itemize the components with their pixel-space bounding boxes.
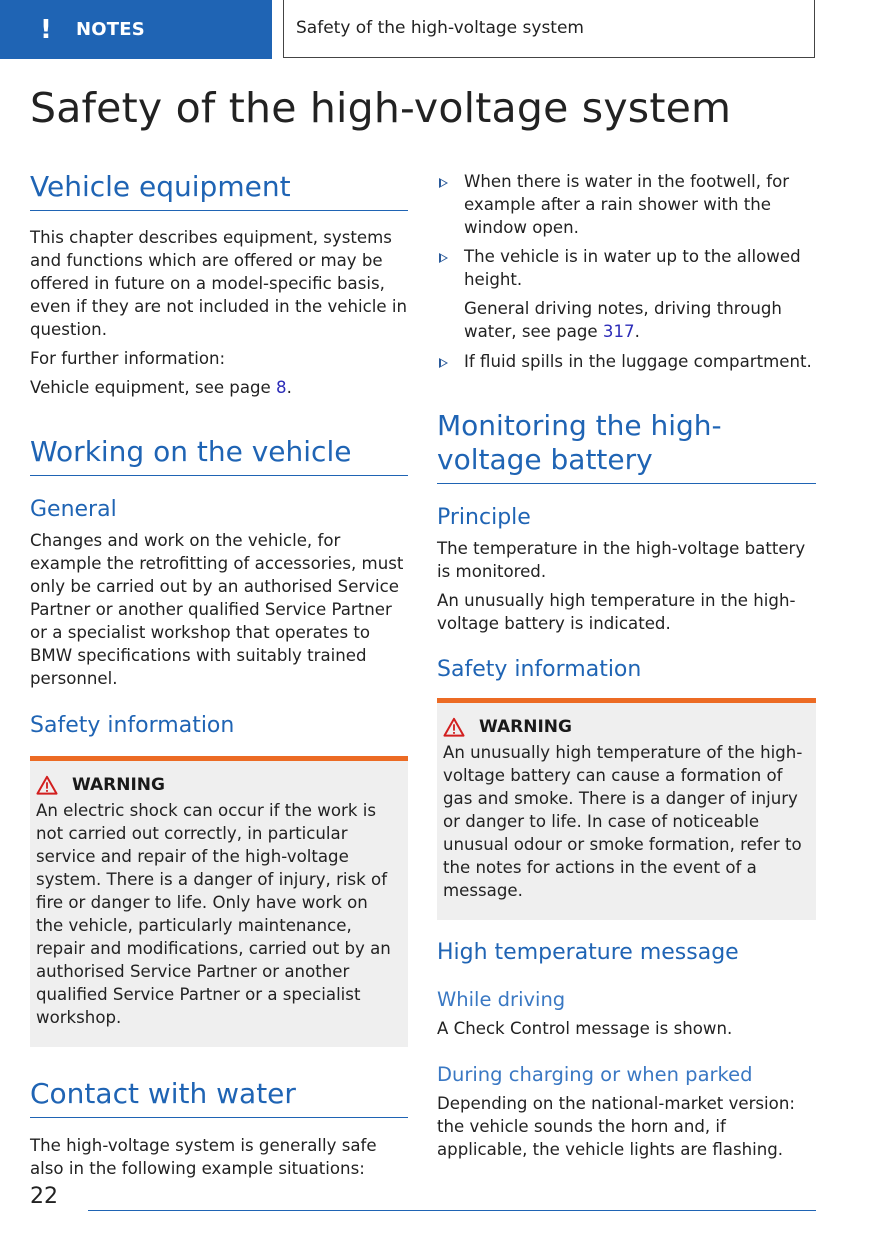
while-driving-heading: While driving bbox=[437, 988, 566, 1011]
contact-water-text: The high-voltage system is generally safe also in the following example situations: bbox=[30, 1136, 377, 1178]
principle-heading: Principle bbox=[437, 505, 531, 530]
vehicle-equipment-para: This chapter describes equipment, systems and functions which are offered or may be offered in future on a model-specific basis, even if they are not included in the vehicle in question. bbox=[30, 228, 407, 339]
warning-box bbox=[30, 756, 408, 1047]
bullet-arrow-icon bbox=[439, 178, 448, 188]
warning-text: An electric shock can occur if the work is not carried out correctly, in particular service and repair of the high-voltage system. There is a danger of injury, risk of fire or danger to life. Only have work on the vehicle, particularly maintenance, repair and modifications, carried out by an authorised Service Partner or another qualified Service Partner or a specialist workshop. bbox=[36, 801, 391, 1027]
bullet-arrow-icon bbox=[439, 253, 448, 263]
ref-suffix: . bbox=[286, 378, 292, 397]
warning-header bbox=[36, 775, 398, 795]
monitoring-heading: Monitoring the high-voltage battery bbox=[437, 409, 816, 484]
note-suffix: . bbox=[634, 322, 640, 341]
list-item bbox=[437, 350, 816, 373]
general-text: Changes and work on the vehicle, for example the retrofitting of accessories, must only be carried out by an authorised Service Partner or another qualified Service Partner or a specialist workshop that operates to BMW specifications with suitably trained personnel. bbox=[30, 531, 404, 688]
charging-heading: During charging or when parked bbox=[437, 1063, 753, 1086]
ref-text: Vehicle equipment, see page bbox=[30, 378, 277, 397]
page-link-8[interactable]: 8 bbox=[276, 378, 287, 397]
warning-triangle-icon bbox=[443, 717, 465, 737]
list-item bbox=[437, 245, 816, 343]
while-driving-text: A Check Control message is shown. bbox=[437, 1019, 733, 1038]
left-column bbox=[30, 170, 408, 1180]
header-tab-label: NOTES bbox=[76, 19, 145, 40]
page-title: Safety of the high-voltage system bbox=[30, 84, 732, 132]
warning-triangle-icon bbox=[36, 775, 58, 795]
warning-text: An unusually high temperature of the high-voltage battery can cause a formation of gas and smoke. There is a danger of injury or danger to life. In case of noticeable unusual odour or smoke formation, refer to the notes for actions in the event of a message. bbox=[443, 743, 803, 900]
charging-text: Depending on the national-market version: the vehicle sounds the horn and, if applicable, the vehicle lights are flashing. bbox=[437, 1094, 795, 1159]
breadcrumb: Safety of the high-voltage system bbox=[283, 0, 815, 58]
warning-header bbox=[443, 717, 806, 737]
further-info-text: For further information: bbox=[30, 349, 226, 368]
bullet-text: The vehicle is in water up to the allowed height. bbox=[464, 247, 801, 289]
page-link-317[interactable]: 317 bbox=[602, 322, 635, 341]
safety-info-heading: Safety information bbox=[437, 657, 642, 682]
working-heading: Working on the vehicle bbox=[30, 435, 408, 476]
vehicle-equipment-ref bbox=[30, 376, 408, 399]
page-number: 22 bbox=[30, 1184, 58, 1209]
warning-title: WARNING bbox=[72, 775, 165, 795]
principle-para-2: An unusually high temperature in the high-voltage battery is indicated. bbox=[437, 591, 796, 633]
note-text: General driving notes, driving through water, see page bbox=[464, 299, 782, 341]
list-item bbox=[437, 170, 816, 239]
contact-water-heading: Contact with water bbox=[30, 1077, 408, 1118]
safety-info-heading: Safety information bbox=[30, 713, 235, 738]
right-column bbox=[437, 170, 816, 1161]
bullet-text: If fluid spills in the luggage compartment. bbox=[464, 352, 812, 371]
general-heading: General bbox=[30, 497, 117, 522]
warning-box bbox=[437, 698, 816, 920]
high-temp-heading: High temperature message bbox=[437, 940, 739, 965]
header-tab bbox=[0, 0, 272, 59]
bullet-arrow-icon bbox=[439, 358, 448, 368]
bullet-note bbox=[464, 297, 816, 343]
bullet-text: When there is water in the footwell, for example after a rain shower with the window open. bbox=[464, 172, 790, 237]
exclamation-icon: ! bbox=[40, 14, 52, 45]
footer-divider bbox=[88, 1210, 816, 1211]
vehicle-equipment-heading: Vehicle equipment bbox=[30, 170, 408, 211]
warning-title: WARNING bbox=[479, 717, 572, 737]
principle-para-1: The temperature in the high-voltage battery is monitored. bbox=[437, 539, 806, 581]
water-situations-list bbox=[437, 170, 816, 373]
